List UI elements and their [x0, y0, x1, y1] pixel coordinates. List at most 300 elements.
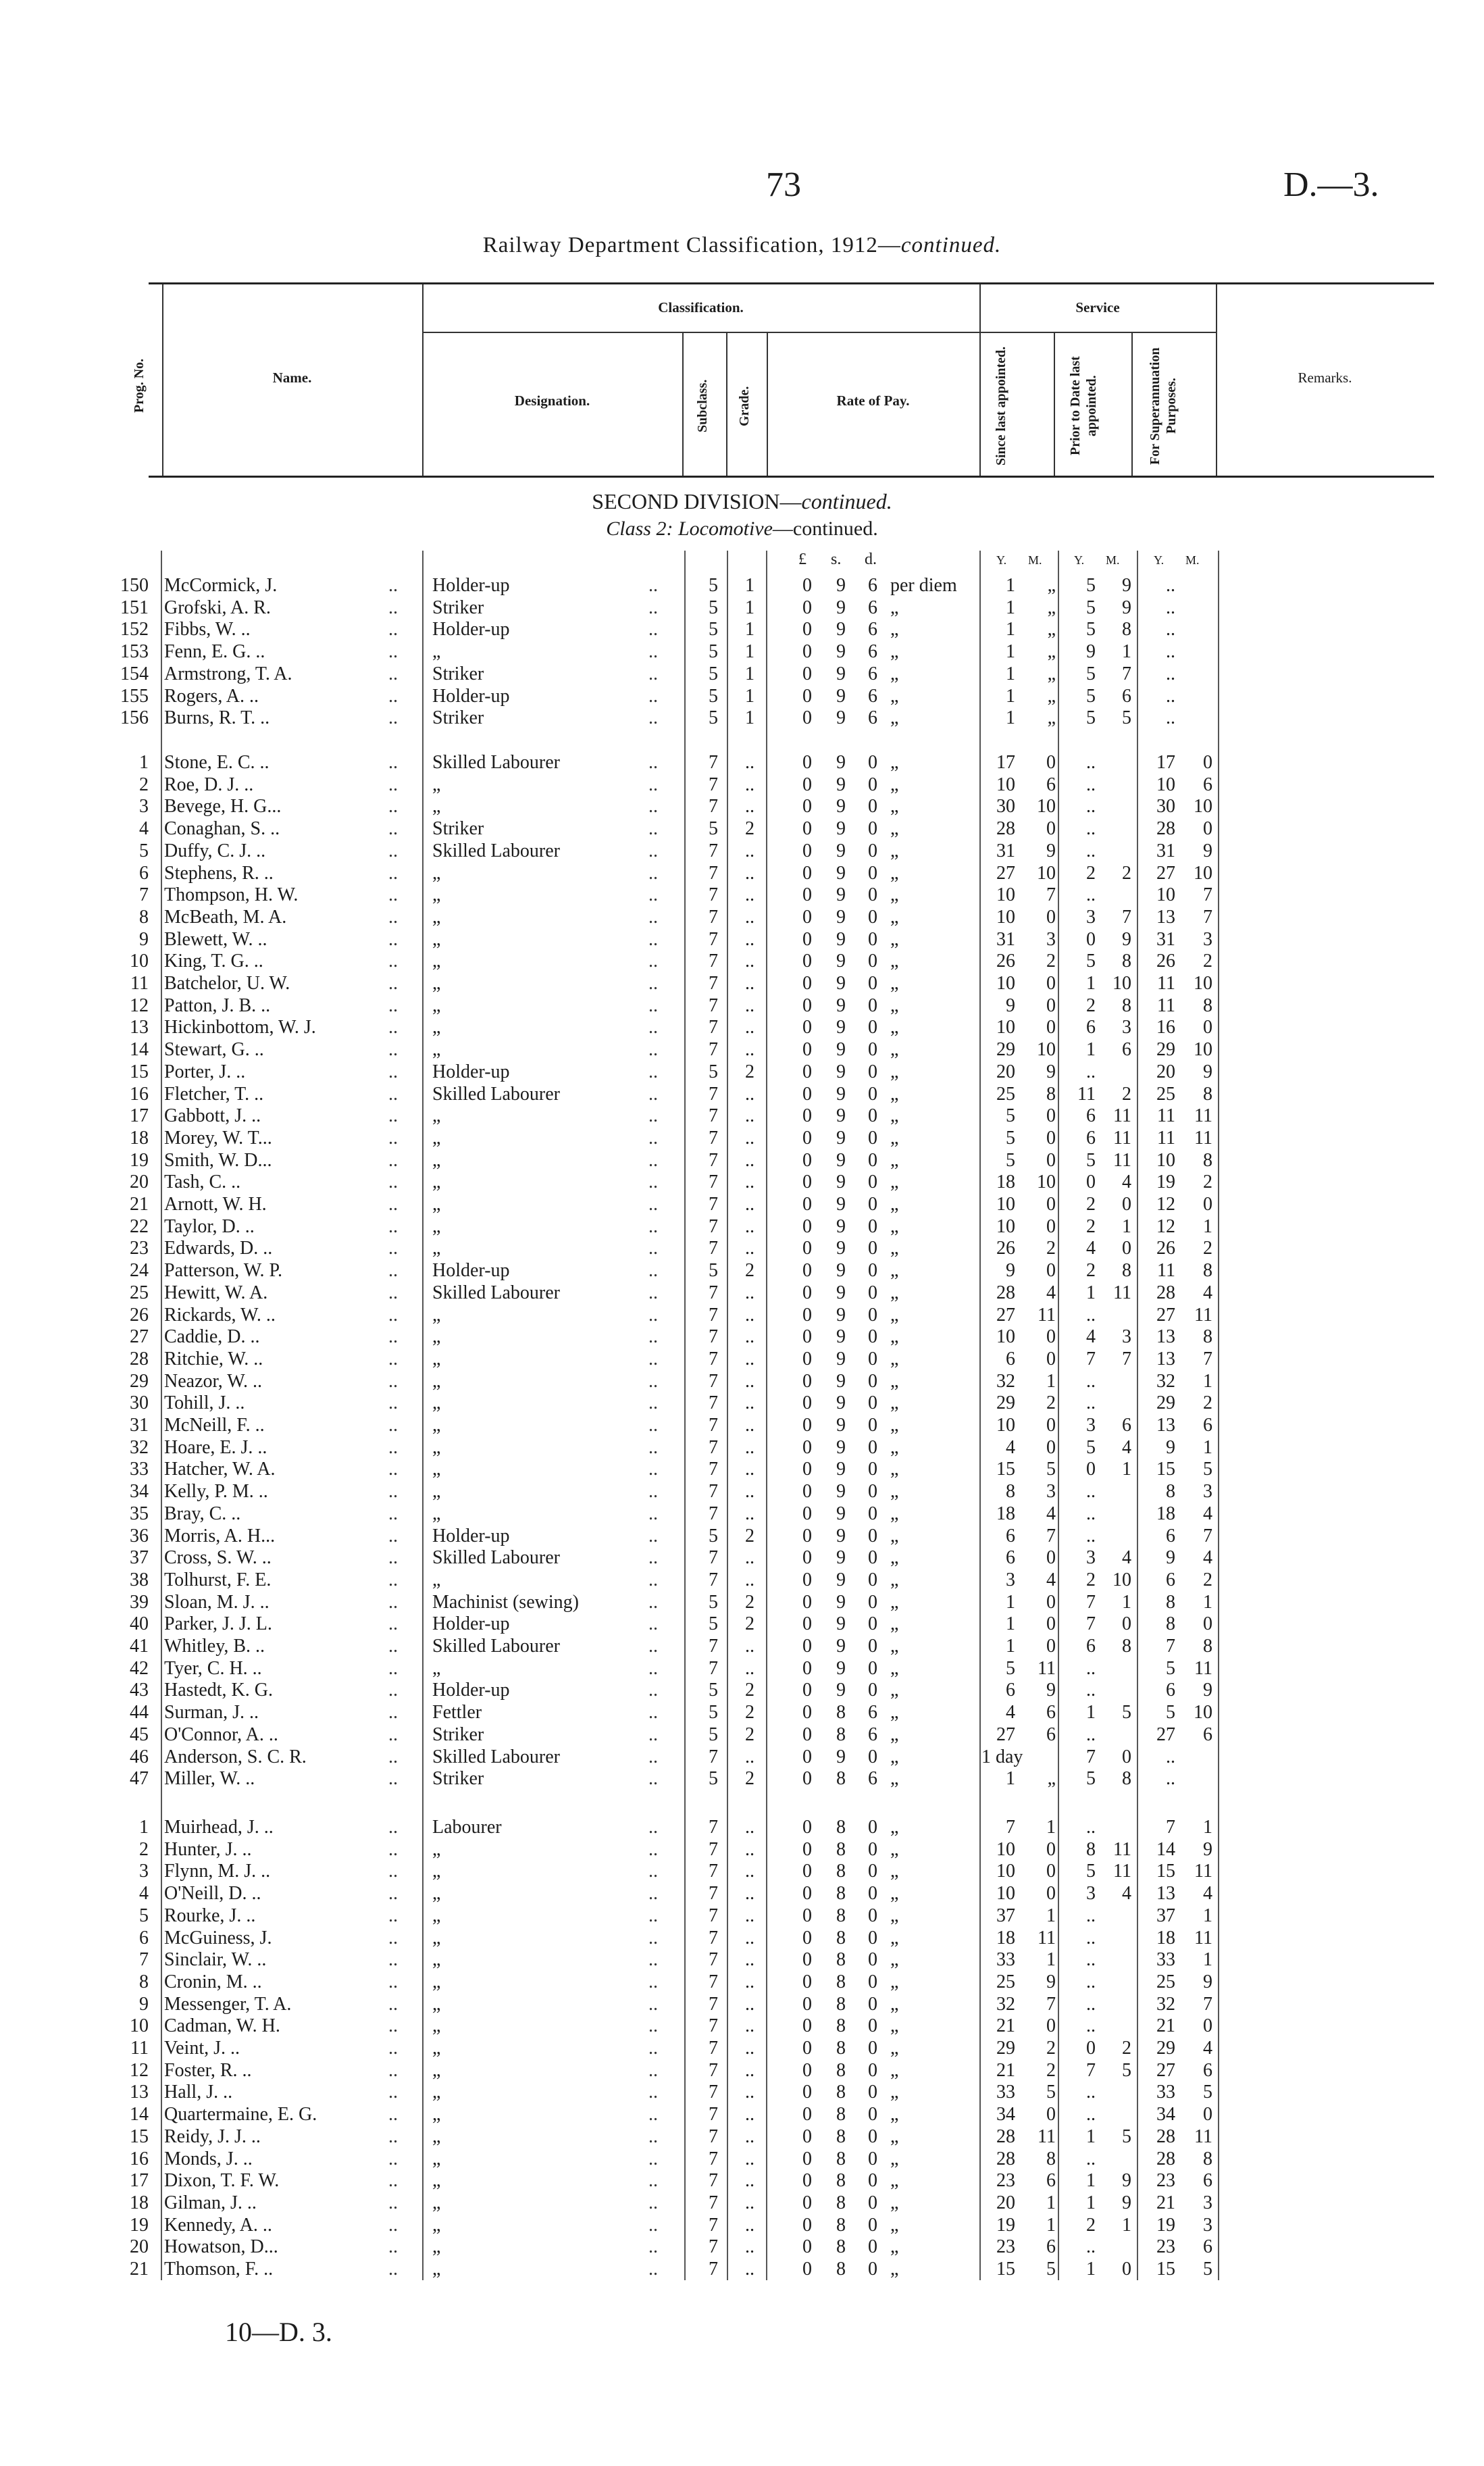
cell-since-years: 23 [996, 2170, 1015, 2192]
cell-super-months: 4 [1203, 1282, 1212, 1303]
cell-grade: 2 [745, 818, 754, 840]
cell-pay-period: „ [890, 1746, 899, 1767]
cell-name: Patterson, W. P. [164, 1260, 283, 1282]
cell-super-years: 13 [1156, 906, 1175, 928]
cell-prior-years: .. [1086, 1061, 1096, 1082]
leader-dots: .. [388, 1838, 398, 1860]
cell-super-years: 18 [1156, 1503, 1175, 1524]
cell-super-years: 11 [1157, 973, 1175, 994]
leader-dots: .. [388, 597, 398, 618]
cell-pay-period: per diem [890, 575, 957, 596]
cell-pay-period: „ [890, 1657, 899, 1679]
cell-prog-no: 154 [120, 663, 149, 684]
cell-subclass: 7 [709, 2104, 718, 2125]
cell-prog-no: 18 [130, 2192, 149, 2213]
leader-dots: .. [388, 1636, 398, 1657]
cell-name: Bevege, H. G... [164, 796, 282, 817]
cell-prog-no: 10 [130, 2015, 149, 2037]
cell-since-years: 1 [1006, 1591, 1015, 1613]
cell-since-months: 6 [1046, 2170, 1056, 2192]
cell-pay-pence: 0 [868, 1194, 877, 1215]
cell-grade: .. [745, 1927, 754, 1948]
cell-since-months: 0 [1046, 1636, 1056, 1657]
cell-super-years: 17 [1156, 752, 1175, 773]
cell-designation: „ [432, 2015, 441, 2037]
cell-prior-months: 9 [1122, 2170, 1131, 2192]
cell-designation: „ [432, 2192, 441, 2213]
cell-pay-shillings: 9 [836, 1260, 846, 1282]
cell-prior-months: 6 [1122, 1039, 1131, 1061]
cell-pay-period: „ [890, 1481, 899, 1503]
cell-super-years: 6 [1166, 1569, 1175, 1590]
cell-super-years: .. [1166, 641, 1175, 663]
cell-designation: „ [432, 774, 441, 795]
cell-pay-pence: 0 [868, 1017, 877, 1038]
leader-dots: .. [648, 685, 658, 707]
leader-dots: .. [648, 1172, 658, 1193]
cell-since-months: 1 [1046, 1370, 1056, 1392]
cell-pay-pounds: 0 [802, 1083, 812, 1105]
cell-prior-years: 1 [1086, 2125, 1096, 2147]
leader-dots: .. [648, 1326, 658, 1348]
cell-designation: „ [432, 884, 441, 906]
cell-super-months: 1 [1203, 1949, 1212, 1971]
cell-pay-period: „ [890, 1591, 899, 1613]
unit-shillings: s. [831, 551, 842, 568]
cell-super-months: 11 [1194, 1127, 1212, 1149]
leader-dots: .. [388, 1194, 398, 1215]
cell-prior-years: .. [1086, 2015, 1096, 2037]
cell-pay-period: „ [890, 1569, 899, 1590]
cell-since-years: 28 [996, 2148, 1015, 2169]
cell-grade: .. [745, 796, 754, 817]
table-row [0, 1083, 1484, 1105]
cell-pay-shillings: 9 [836, 1215, 846, 1237]
cell-name: Hickinbottom, W. J. [164, 1017, 316, 1038]
table-row [0, 1679, 1484, 1701]
document-reference: D.—3. [1283, 166, 1379, 204]
leader-dots: .. [388, 2104, 398, 2125]
cell-pay-pounds: 0 [802, 2236, 812, 2258]
cell-since-years: 10 [996, 1415, 1015, 1436]
cell-pay-period: „ [890, 973, 899, 994]
cell-designation: Skilled Labourer [432, 1083, 560, 1105]
table-row [0, 1282, 1484, 1304]
table-row [0, 1127, 1484, 1149]
cell-since-years: 1 day [981, 1746, 1023, 1767]
leader-dots: .. [388, 1083, 398, 1105]
cell-pay-pounds: 0 [802, 1636, 812, 1657]
cell-designation: „ [432, 2259, 441, 2280]
cell-name: Thompson, H. W. [164, 884, 299, 906]
cell-super-years: .. [1166, 707, 1175, 729]
cell-super-months: 5 [1203, 2082, 1212, 2103]
cell-super-years: 10 [1156, 1149, 1175, 1171]
cell-pay-shillings: 9 [836, 928, 846, 950]
cell-pay-pounds: 0 [802, 1883, 812, 1905]
cell-pay-pounds: 0 [802, 884, 812, 906]
cell-super-years: 8 [1166, 1613, 1175, 1635]
cell-prior-months: 0 [1122, 1238, 1131, 1259]
cell-prog-no: 18 [130, 1127, 149, 1149]
leader-dots: .. [388, 1525, 398, 1546]
cell-subclass: 7 [709, 862, 718, 884]
cell-super-years: 31 [1156, 928, 1175, 950]
page-number: 73 [766, 166, 801, 204]
cell-prior-months: 6 [1122, 1415, 1131, 1436]
cell-designation: „ [432, 1459, 441, 1480]
cell-since-months: „ [1047, 619, 1056, 640]
cell-super-years: 28 [1156, 2148, 1175, 2169]
cell-super-years: 31 [1156, 840, 1175, 861]
cell-subclass: 7 [709, 1127, 718, 1149]
table-row [0, 618, 1484, 640]
cell-prior-months: 4 [1122, 1883, 1131, 1905]
header-grade: Grade. [737, 386, 752, 426]
cell-name: Morey, W. T... [164, 1127, 272, 1149]
cell-since-months: 0 [1046, 906, 1056, 928]
cell-pay-period: „ [890, 1105, 899, 1127]
cell-prior-years: 6 [1086, 1636, 1096, 1657]
cell-pay-pence: 0 [868, 1215, 877, 1237]
cell-pay-pounds: 0 [802, 973, 812, 994]
cell-name: Hall, J. .. [164, 2082, 233, 2103]
cell-super-years: 11 [1157, 1105, 1175, 1127]
cell-prog-no: 26 [130, 1304, 149, 1326]
cell-super-months: 4 [1203, 1883, 1212, 1905]
leader-dots: .. [388, 1702, 398, 1723]
cell-subclass: 5 [709, 685, 718, 707]
cell-subclass: 7 [709, 2125, 718, 2147]
cell-name: Ritchie, W. .. [164, 1348, 263, 1369]
cell-designation: „ [432, 2125, 441, 2147]
cell-pay-pence: 0 [868, 1861, 877, 1882]
cell-pay-shillings: 8 [836, 2259, 846, 2280]
cell-since-months: 0 [1046, 1194, 1056, 1215]
cell-pay-shillings: 9 [836, 1238, 846, 1259]
cell-prog-no: 9 [139, 928, 149, 950]
cell-prior-years: 5 [1086, 1861, 1096, 1882]
cell-pay-shillings: 9 [836, 1017, 846, 1038]
cell-pay-period: „ [890, 641, 899, 663]
leader-dots: .. [388, 1481, 398, 1503]
cell-pay-pounds: 0 [802, 1723, 812, 1745]
cell-grade: .. [745, 928, 754, 950]
cell-pay-pence: 0 [868, 951, 877, 972]
cell-super-years: 6 [1166, 1525, 1175, 1546]
cell-super-months: 6 [1203, 2170, 1212, 2192]
cell-subclass: 7 [709, 1348, 718, 1369]
cell-name: McBeath, M. A. [164, 906, 287, 928]
cell-super-months: 1 [1203, 1215, 1212, 1237]
table-row [0, 950, 1484, 972]
cell-pay-shillings: 9 [836, 1569, 846, 1590]
cell-name: Grofski, A. R. [164, 597, 271, 618]
cell-designation: „ [432, 641, 441, 663]
leader-dots: .. [388, 862, 398, 884]
cell-grade: .. [745, 906, 754, 928]
leader-dots: .. [648, 1039, 658, 1061]
cell-since-years: 31 [996, 928, 1015, 950]
cell-prog-no: 39 [130, 1591, 149, 1613]
cell-name: O'Connor, A. .. [164, 1723, 278, 1745]
cell-pay-period: „ [890, 1415, 899, 1436]
leader-dots: .. [388, 1971, 398, 1992]
leader-dots: .. [648, 1282, 658, 1303]
cell-since-years: 15 [996, 1459, 1015, 1480]
cell-super-years: 32 [1156, 1370, 1175, 1392]
cell-super-months: 2 [1203, 1569, 1212, 1590]
cell-pay-pence: 0 [868, 774, 877, 795]
cell-subclass: 5 [709, 641, 718, 663]
cell-since-years: 3 [1006, 1569, 1015, 1590]
leader-dots: .. [388, 1905, 398, 1926]
cell-subclass: 5 [709, 575, 718, 596]
table-row [0, 972, 1484, 995]
cell-pay-pounds: 0 [802, 707, 812, 729]
leader-dots: .. [648, 1415, 658, 1436]
cell-grade: .. [745, 1370, 754, 1392]
leader-dots: .. [388, 1282, 398, 1303]
cell-prog-no: 36 [130, 1525, 149, 1546]
cell-subclass: 7 [709, 1415, 718, 1436]
cell-pay-pence: 0 [868, 1392, 877, 1414]
cell-pay-pence: 0 [868, 1127, 877, 1149]
leader-dots: .. [388, 1503, 398, 1524]
cell-pay-period: „ [890, 1172, 899, 1193]
cell-pay-pounds: 0 [802, 906, 812, 928]
cell-pay-pounds: 0 [802, 1127, 812, 1149]
cell-name: Monds, J. .. [164, 2148, 253, 2169]
cell-since-years: 1 [1006, 1768, 1015, 1790]
table-row [0, 1061, 1484, 1083]
cell-prior-months: 2 [1122, 862, 1131, 884]
cell-since-months: 9 [1046, 840, 1056, 861]
cell-subclass: 7 [709, 928, 718, 950]
table-row [0, 2125, 1484, 2148]
cell-super-years: 5 [1166, 1702, 1175, 1723]
cell-pay-period: „ [890, 1680, 899, 1701]
cell-since-months: 0 [1046, 2015, 1056, 2037]
cell-prior-years: .. [1086, 1993, 1096, 2015]
cell-name: Kelly, P. M. .. [164, 1481, 268, 1503]
cell-prior-months: 9 [1122, 575, 1131, 596]
cell-designation: Striker [432, 1768, 484, 1790]
leader-dots: .. [648, 1392, 658, 1414]
cell-prior-years: .. [1086, 774, 1096, 795]
cell-since-months: „ [1047, 1768, 1056, 1790]
cell-pay-shillings: 8 [836, 2170, 846, 2192]
header-prog-no: Prog. No. [132, 358, 147, 413]
cell-since-years: 25 [996, 1083, 1015, 1105]
cell-pay-shillings: 8 [836, 1927, 846, 1948]
cell-prior-years: 2 [1086, 1569, 1096, 1590]
cell-designation: „ [432, 1927, 441, 1948]
cell-designation: „ [432, 1971, 441, 1992]
leader-dots: .. [388, 796, 398, 817]
cell-grade: .. [745, 951, 754, 972]
leader-dots: .. [388, 1039, 398, 1061]
cell-super-months: 8 [1203, 1636, 1212, 1657]
cell-super-months: 7 [1203, 1993, 1212, 2015]
cell-subclass: 7 [709, 1861, 718, 1882]
cell-name: Rourke, J. .. [164, 1905, 256, 1926]
cell-grade: .. [745, 2125, 754, 2147]
leader-dots: .. [648, 1194, 658, 1215]
cell-prior-months: 0 [1122, 1194, 1131, 1215]
cell-since-years: 5 [1006, 1127, 1015, 1149]
leader-dots: .. [388, 2236, 398, 2258]
cell-prog-no: 10 [130, 951, 149, 972]
cell-prog-no: 12 [130, 2059, 149, 2081]
cell-designation: „ [432, 1569, 441, 1590]
table-row [0, 1370, 1484, 1392]
cell-prior-years: 5 [1086, 707, 1096, 729]
leader-dots: .. [388, 1105, 398, 1127]
cell-grade: .. [745, 1282, 754, 1303]
cell-grade: .. [745, 1971, 754, 1992]
cell-pay-shillings: 8 [836, 1768, 846, 1790]
cell-since-months: 4 [1046, 1503, 1056, 1524]
cell-super-years: 23 [1156, 2236, 1175, 2258]
table-row [0, 1436, 1484, 1459]
cell-grade: .. [745, 2082, 754, 2103]
table-row [0, 1838, 1484, 1861]
leader-dots: .. [388, 774, 398, 795]
cell-super-months: 9 [1203, 840, 1212, 861]
cell-prog-no: 7 [139, 884, 149, 906]
cell-name: Gilman, J. .. [164, 2192, 257, 2213]
cell-designation: „ [432, 1481, 441, 1503]
cell-prior-years: 7 [1086, 1591, 1096, 1613]
cell-pay-pounds: 0 [802, 1702, 812, 1723]
cell-prog-no: 25 [130, 1282, 149, 1303]
cell-pay-pence: 0 [868, 1304, 877, 1326]
cell-pay-pounds: 0 [802, 774, 812, 795]
table-row [0, 884, 1484, 906]
cell-pay-pounds: 0 [802, 1481, 812, 1503]
leader-dots: .. [648, 796, 658, 817]
cell-since-years: 1 [1006, 1636, 1015, 1657]
cell-grade: .. [745, 1636, 754, 1657]
cell-pay-shillings: 8 [836, 1883, 846, 1905]
leader-dots: .. [388, 663, 398, 684]
cell-pay-shillings: 9 [836, 641, 846, 663]
cell-super-months: 0 [1203, 818, 1212, 840]
cell-pay-pounds: 0 [802, 1861, 812, 1882]
cell-super-years: 25 [1156, 1083, 1175, 1105]
cell-prog-no: 20 [130, 2236, 149, 2258]
cell-super-years: 26 [1156, 1238, 1175, 1259]
cell-grade: .. [745, 2038, 754, 2059]
leader-dots: .. [388, 1768, 398, 1790]
cell-pay-pounds: 0 [802, 2059, 812, 2081]
cell-pay-period: „ [890, 1149, 899, 1171]
cell-super-years: 19 [1156, 1172, 1175, 1193]
leader-dots: .. [648, 1569, 658, 1590]
cell-since-months: 0 [1046, 995, 1056, 1016]
cell-since-months: 9 [1046, 1061, 1056, 1082]
cell-super-months: 6 [1203, 2236, 1212, 2258]
cell-since-years: 33 [996, 1949, 1015, 1971]
cell-grade: 2 [745, 1613, 754, 1635]
cell-since-years: 10 [996, 973, 1015, 994]
cell-subclass: 7 [709, 1971, 718, 1992]
cell-since-years: 27 [996, 862, 1015, 884]
cell-name: Armstrong, T. A. [164, 663, 292, 684]
cell-since-months: 9 [1046, 1971, 1056, 1992]
cell-super-months: 10 [1194, 1039, 1212, 1061]
cell-name: Sinclair, W. .. [164, 1949, 267, 1971]
leader-dots: .. [648, 1083, 658, 1105]
cell-name: Dixon, T. F. W. [164, 2170, 280, 2192]
cell-prior-months: 1 [1122, 2214, 1131, 2236]
cell-pay-pence: 0 [868, 2104, 877, 2125]
leader-dots: .. [648, 906, 658, 928]
leader-dots: .. [388, 1215, 398, 1237]
leader-dots: .. [648, 1503, 658, 1524]
cell-designation: „ [432, 2082, 441, 2103]
cell-since-years: 1 [1006, 641, 1015, 663]
table-row [0, 2148, 1484, 2170]
cell-pay-pence: 0 [868, 1039, 877, 1061]
cell-pay-pounds: 0 [802, 1927, 812, 1948]
cell-grade: .. [745, 2236, 754, 2258]
leader-dots: .. [648, 641, 658, 663]
table-row [0, 928, 1484, 951]
cell-pay-period: „ [890, 1702, 899, 1723]
cell-grade: 1 [745, 619, 754, 640]
cell-subclass: 7 [709, 1503, 718, 1524]
cell-name: Duffy, C. J. .. [164, 840, 266, 861]
cell-since-months: 3 [1046, 1481, 1056, 1503]
cell-pay-shillings: 8 [836, 1993, 846, 2015]
cell-pay-pounds: 0 [802, 2192, 812, 2213]
table-row [0, 774, 1484, 796]
table-row [0, 1816, 1484, 1838]
cell-prior-years: .. [1086, 1971, 1096, 1992]
cell-since-months: 1 [1046, 1949, 1056, 1971]
leader-dots: .. [648, 1436, 658, 1458]
cell-pay-pounds: 0 [802, 752, 812, 773]
division-heading [0, 489, 1484, 514]
cell-pay-period: „ [890, 951, 899, 972]
cell-prior-months: 7 [1122, 1348, 1131, 1369]
cell-since-years: 9 [1006, 1260, 1015, 1282]
cell-designation: Skilled Labourer [432, 752, 560, 773]
cell-pay-shillings: 9 [836, 1172, 846, 1193]
table-row [0, 1993, 1484, 2015]
cell-prior-months: 4 [1122, 1547, 1131, 1569]
cell-since-years: 18 [996, 1172, 1015, 1193]
cell-designation: „ [432, 1238, 441, 1259]
table-row [0, 1016, 1484, 1038]
cell-designation: Holder-up [432, 1061, 510, 1082]
leader-dots: .. [388, 1392, 398, 1414]
cell-since-years: 10 [996, 1861, 1015, 1882]
cell-grade: .. [745, 973, 754, 994]
table-row [0, 2015, 1484, 2037]
cell-prog-no: 17 [130, 1105, 149, 1127]
cell-pay-pounds: 0 [802, 1039, 812, 1061]
cell-designation: „ [432, 1326, 441, 1348]
leader-dots: .. [648, 1905, 658, 1926]
cell-super-months: 0 [1203, 1017, 1212, 1038]
cell-prior-months: 2 [1122, 2038, 1131, 2059]
cell-designation: „ [432, 1993, 441, 2015]
cell-super-years: 12 [1156, 1215, 1175, 1237]
cell-super-years: 34 [1156, 2104, 1175, 2125]
